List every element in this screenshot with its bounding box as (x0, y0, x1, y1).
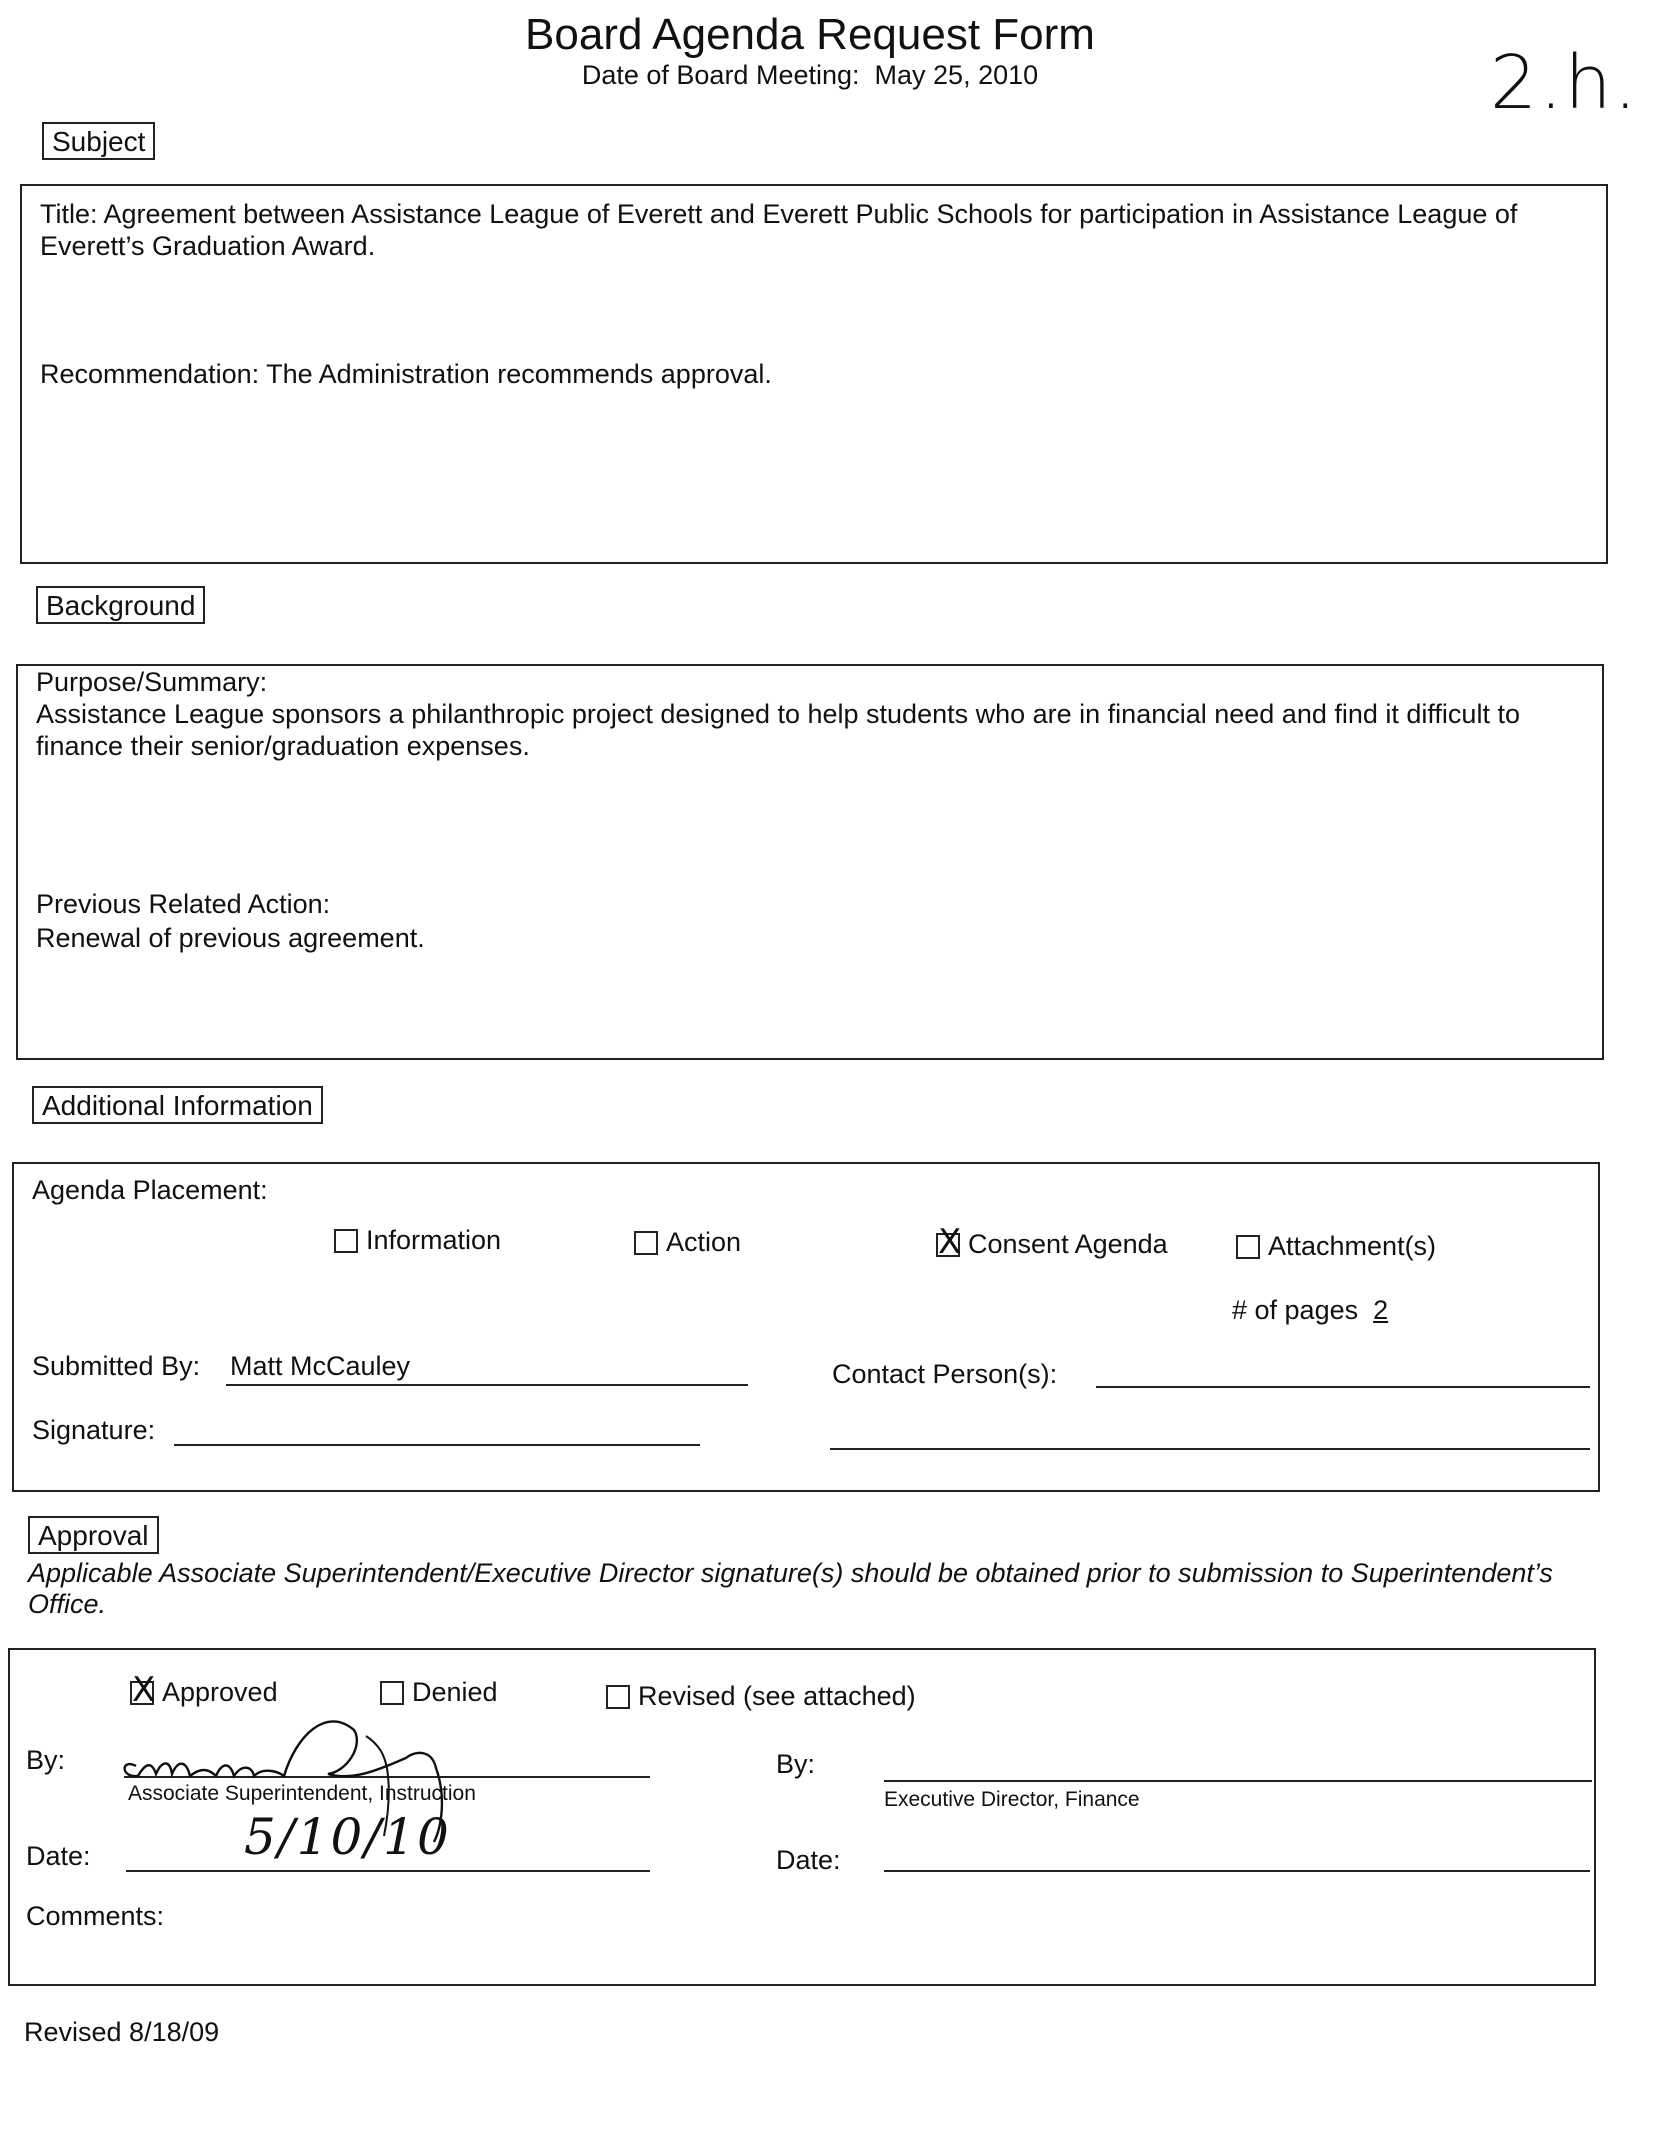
option-revised-label: Revised (see attached) (638, 1681, 916, 1711)
pages-label: # of pages (1232, 1295, 1359, 1325)
contact-person-field[interactable] (1096, 1384, 1590, 1388)
right-by-label: By: (776, 1749, 816, 1779)
revision-note: Revised 8/18/09 (24, 2017, 220, 2047)
information-checkbox[interactable] (334, 1229, 358, 1253)
option-attachments[interactable] (1236, 1230, 1436, 1262)
submitted-by-value: Matt McCauley (230, 1351, 411, 1381)
option-information-label: Information (366, 1225, 502, 1255)
option-action-label: Action (666, 1227, 742, 1257)
option-information[interactable] (334, 1224, 501, 1256)
approval-section-label: Approval (28, 1516, 159, 1554)
left-by-label: By: (26, 1745, 66, 1775)
pages-count (1232, 1294, 1388, 1326)
check-mark-icon: X (938, 1222, 962, 1262)
background-box (16, 664, 1604, 1060)
additional-info-box (12, 1162, 1600, 1492)
purpose-text: Assistance League sponsors a philanthropic project designed to help students who are in financial need and find it difficult to finance their senior/graduation expenses. (36, 699, 1520, 761)
option-consent-agenda-label: Consent Agenda (968, 1229, 1168, 1259)
meeting-date-line (0, 60, 1620, 91)
previous-action-label: Previous Related Action: (36, 889, 331, 919)
left-role-label: Associate Superintendent, Instruction (128, 1782, 476, 1805)
meeting-date-value: May 25, 2010 (874, 60, 1039, 90)
submitted-by-label: Submitted By: (32, 1351, 201, 1381)
contact-person-field-2[interactable] (830, 1446, 1590, 1450)
previous-action-text: Renewal of previous agreement. (36, 923, 425, 953)
right-date-line[interactable] (884, 1868, 1590, 1872)
consent-agenda-checkbox[interactable] (936, 1222, 962, 1262)
revised-checkbox[interactable] (606, 1685, 630, 1709)
handwritten-date: 5/10/10 (244, 1808, 451, 1866)
check-mark-icon: X (132, 1670, 156, 1710)
option-consent-agenda[interactable] (936, 1222, 1168, 1262)
left-date-label: Date: (26, 1841, 91, 1871)
subject-box (20, 184, 1608, 564)
approval-instructions: Applicable Associate Superintendent/Executive Director signature(s) should be obtained prior to submission to Superintendent’s Office. (28, 1558, 1553, 1619)
recommendation-text: Recommendation: The Administration recommends approval. (40, 359, 772, 389)
additional-info-section-label: Additional Information (32, 1086, 323, 1124)
signature-field[interactable] (174, 1442, 700, 1446)
contact-person-label: Contact Person(s): (832, 1359, 1058, 1389)
submitted-by-field[interactable] (226, 1350, 748, 1386)
pages-value: 2 (1373, 1295, 1389, 1325)
attachments-checkbox[interactable] (1236, 1235, 1260, 1259)
meeting-date-label: Date of Board Meeting: (581, 60, 860, 90)
right-signature-line[interactable] (884, 1778, 1592, 1782)
option-attachments-label: Attachment(s) (1268, 1231, 1437, 1261)
form-title: Board Agenda Request Form (525, 10, 1095, 59)
comments-label: Comments: (26, 1901, 165, 1931)
action-checkbox[interactable] (634, 1231, 658, 1255)
approval-box (8, 1648, 1596, 1986)
subject-title-text: Title: Agreement between Assistance League of Everett and Everett Public Schools for participation in Assistance League of Everett’s Graduation Award. (40, 199, 1518, 261)
option-action[interactable] (634, 1226, 741, 1258)
subject-section-label: Subject (42, 122, 155, 160)
option-revised[interactable] (606, 1680, 916, 1712)
right-date-label: Date: (776, 1845, 841, 1875)
agenda-item-number: 2.h. (1490, 40, 1640, 126)
right-role-label: Executive Director, Finance (884, 1788, 1140, 1811)
left-date-line[interactable] (126, 1868, 650, 1872)
option-approved-label: Approved (162, 1677, 278, 1707)
option-denied-label: Denied (412, 1677, 498, 1707)
signature-label: Signature: (32, 1415, 156, 1445)
purpose-label: Purpose/Summary: (36, 667, 268, 697)
agenda-placement-label: Agenda Placement: (32, 1175, 268, 1205)
background-section-label: Background (36, 586, 205, 624)
